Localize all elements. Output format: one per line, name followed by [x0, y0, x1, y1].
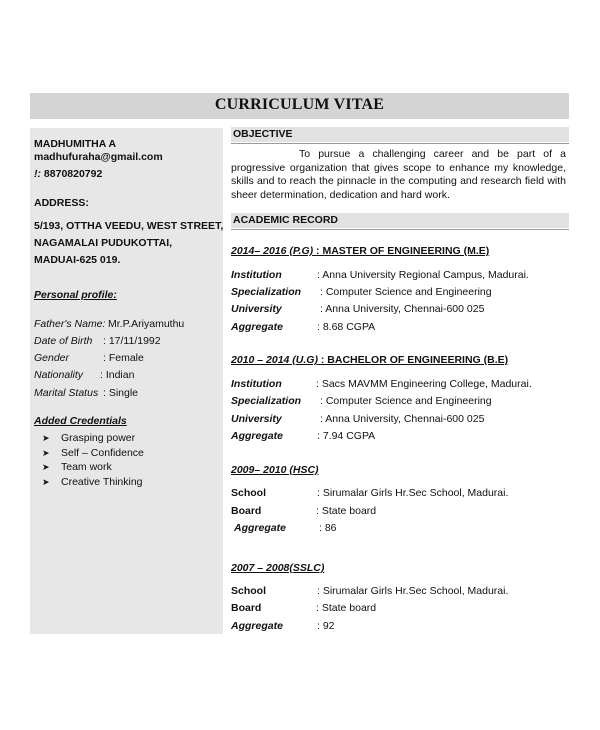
- list-item: ➤ Self – Confidence: [42, 446, 144, 459]
- profile-label: Date of Birth: [34, 335, 93, 347]
- profile-item-father: [34, 318, 184, 330]
- row-label: Aggregate: [231, 430, 283, 442]
- arrow-bullet-icon: ➤: [42, 462, 50, 472]
- row-label: Institution: [231, 378, 282, 390]
- degree-title-sslc: 2007 – 2008(SSLC): [231, 562, 325, 574]
- row-label: School: [231, 487, 267, 499]
- list-item: ➤ Grasping power: [42, 432, 136, 444]
- degree-title-ug: 2010 – 2014 (U.G) : BACHELOR OF ENGINEERING (B.E): [231, 354, 509, 366]
- address-line-1: 5/193, OTTHA VEEDU, WEST STREET,: [34, 220, 224, 232]
- row-value: : 7.94 CGPA: [317, 430, 376, 442]
- objective-heading: OBJECTIVE: [231, 127, 569, 142]
- arrow-bullet-icon: ➤: [42, 433, 50, 443]
- row-value: : State board: [316, 602, 377, 614]
- row-label: University: [231, 303, 282, 315]
- row-label: Aggregate: [234, 522, 286, 534]
- personal-profile-heading: Personal profile:: [34, 289, 117, 301]
- contact-phone: [34, 168, 102, 180]
- objective-text: To pursue a challenging career and be part of a progressive organization that gives scope to enhance my knowledge, skills and to reach the pinnacle in the computing and research field with sheer determination, dedication and hard work.: [231, 148, 566, 201]
- profile-value: : Indian: [100, 369, 135, 381]
- profile-value: : 17/11/1992: [103, 335, 161, 347]
- profile-item-gender: [34, 352, 144, 364]
- address-line-3: MADUAI-625 019.: [34, 254, 121, 266]
- row-value: : Anna University, Chennai-600 025: [320, 413, 485, 425]
- profile-value: Mr.P.Ariyamuthu: [108, 318, 185, 330]
- list-item: ➤ Team work: [42, 461, 112, 473]
- profile-value: : Single: [103, 387, 139, 399]
- profile-item-marital: [34, 387, 138, 399]
- profile-item-nationality: [34, 369, 134, 381]
- row-label: University: [231, 413, 282, 425]
- title-bar: [30, 93, 569, 119]
- address-line-2: NAGAMALAI PUDUKOTTAI,: [34, 237, 173, 249]
- row-value: : Sacs MAVMM Engineering College, Madurai.: [316, 378, 532, 390]
- arrow-bullet-icon: ➤: [42, 447, 50, 458]
- row-value: : Sirumalar Girls Hr.Sec School, Madurai.: [317, 585, 509, 597]
- row-value: : 92: [317, 620, 335, 632]
- row-value: : Computer Science and Engineering: [320, 286, 492, 298]
- contact-name: MADHUMITHA A: [34, 138, 117, 150]
- row-label: Board: [231, 602, 262, 614]
- row-value: : 8.68 CGPA: [317, 321, 376, 333]
- row-label: Specialization: [231, 286, 302, 298]
- phone-icon: !:: [34, 168, 41, 180]
- list-item: ➤ Creative Thinking: [42, 475, 143, 488]
- academic-heading: ACADEMIC RECORD: [231, 213, 569, 228]
- row-label: Specialization: [231, 395, 302, 407]
- phone-number: 8870820792: [43, 168, 103, 180]
- page-title: CURRICULUM VITAE: [214, 96, 385, 113]
- row-value: : Anna University Regional Campus, Madurai.: [317, 269, 529, 281]
- credentials-heading: Added Credentials: [34, 415, 127, 427]
- profile-label: Marital Status: [34, 387, 99, 399]
- row-value: : Anna University, Chennai-600 025: [320, 303, 485, 315]
- row-value: : 86: [319, 522, 337, 534]
- row-label: Institution: [231, 269, 282, 281]
- row-value: : State board: [316, 505, 377, 517]
- degree-title-pg: 2014– 2016 (P.G) : MASTER OF ENGINEERING (M.E): [231, 245, 490, 257]
- profile-label: Nationality: [34, 369, 84, 381]
- arrow-bullet-icon: ➤: [42, 476, 50, 487]
- row-label: Board: [231, 505, 262, 517]
- contact-email: madhufuraha@gmail.com: [34, 151, 163, 163]
- profile-item-dob: [34, 335, 161, 347]
- address-heading: ADDRESS:: [34, 197, 89, 209]
- row-value: : Computer Science and Engineering: [320, 395, 492, 407]
- row-label: School: [231, 585, 267, 597]
- profile-value: : Female: [103, 352, 144, 364]
- row-label: Aggregate: [231, 321, 283, 333]
- credentials-list: [42, 431, 144, 489]
- profile-label: Gender: [34, 352, 70, 364]
- row-label: Aggregate: [231, 620, 283, 632]
- degree-title-hsc: 2009– 2010 (HSC): [231, 464, 319, 476]
- profile-label: Father's Name:: [34, 318, 106, 330]
- row-value: : Sirumalar Girls Hr.Sec School, Madurai.: [317, 487, 509, 499]
